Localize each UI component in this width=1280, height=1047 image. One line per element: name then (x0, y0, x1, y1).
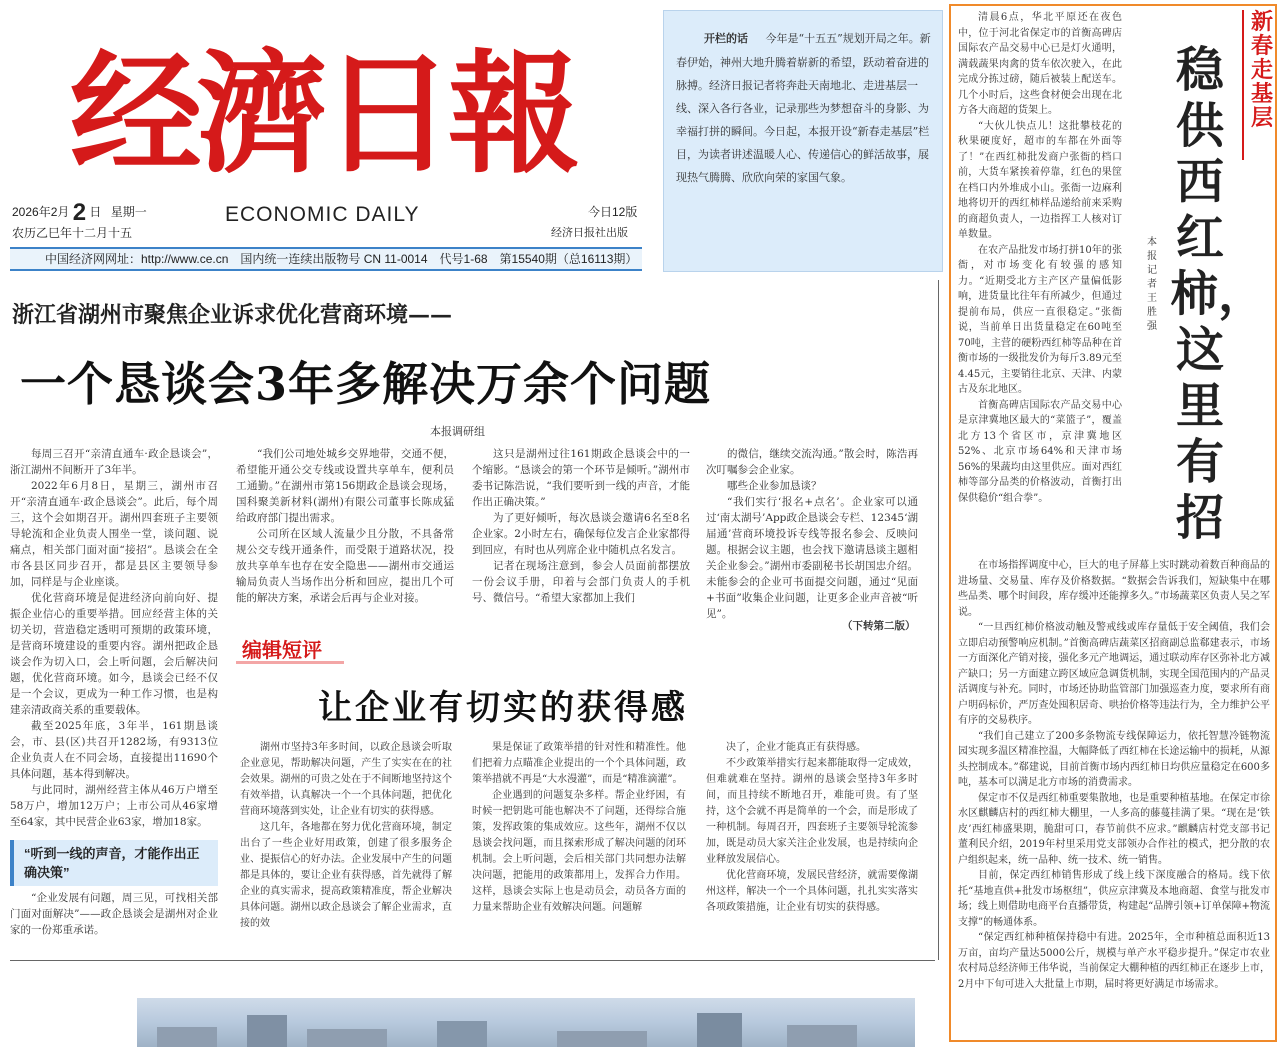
feature-headline: 稳供西红柿，这里有招 (1170, 42, 1267, 546)
lead-column-4: 的微信，继续交流沟通。”散会时，陈浩再次叮嘱参会企业家。 哪些企业参加恳谈？ “我们实行‘报名+点名’。企业家可以通过‘南太湖号’App政企恳谈会专栏、12345‘湖届通’营商环境投诉专线等报名参会、反映问题。根据会议主题，也会找下邀请恳谈主题相关企业参会。”湖州市委副秘书长胡国忠介绍。未能参会的企业可书面提交问题，通过“见面+书面”收集企业问题，让更多企业声音被“听见”。 (706, 448, 918, 620)
lead-column-1: 每周三召开“亲清直通车·政企恳谈会”，浙江湖州不间断开了3年半。 2022年6月8日，星期三，湖州市召开“亲清直通车·政企恳谈会”。此后，每个周三，这个会如期召开。湖州四套班子主要领导轮流和企业负责人围坐一堂，谈问题、说痛点，相关部门面对面“接招”。恳谈会在全市各县区同步召开，都是县区主要领导参加，同样是与企业座谈。 优化营商环境是促进经济向前向好、提振企业信心的重要举措。回应经营主体的关切关切，营造稳定透明可预期的政策环境，是营商环境建设的重要内容。湖州把政企恳谈会作为切入口，会上听问题，会后解决问题，优化营商环境。如今，恳谈会已经不仅是一个会议，更成为一种工作习惯，也是构建亲清政商关系的重要载体。 截至2025年底，3年半，161期恳谈会，市、县(区)共召开1282场，有9313位企业负责人在不同会场，直接提出11690个具体问题，基本得到解决。 与此同时，湖州经营主体从46万户增至58万户，增加12万户；上市公司从46家增至64家，其中民营企业63家，增加18家。 (10, 448, 218, 828)
intro-text: 今年是“十五五”规划开局之年。新春伊始，神州大地升腾着崭新的希望，跃动着奋进的脉搏。经济日报记者将奔赴天南地北、走进基层一线、深入各行各业，记录那些为梦想奋斗的身影、为幸福打拼的瞬间。今日起，本报开设“新春走基层”栏目，为读者讲述温暖人心、传递信心的鲜活故事，展现热气腾腾、欣欣向荣的家国气象。 (676, 32, 931, 184)
english-name: ECONOMIC DAILY (225, 203, 420, 226)
page-count: 今日12版 (588, 205, 638, 219)
feature-column-bottom: 在市场指挥调度中心，巨大的电子屏幕上实时跳动着数百种商品的进场量、交易量、库存及价格数据。“数据会告诉我们，短缺集中在哪些品类、哪个时间段，库存缓冲还能撑多久。”市场蔬菜区负责人吴之军说。 “一旦西红柿价格波动触及警戒线或库存量低于安全阈值，我们会立即启动预警响应机制。”首衡高碑店蔬菜区招商副总监郗建表示，市场一方面深化产销对接，强化多元产地调运，通过联动库存区弥补北方减产缺口；另一方面建立跨区域应急调货机制，实现全国范围内的产品灵活调度与补充。同时，市场还协助监管部门加强巡查力度，要求所有商户明码标价，严厉查处囤积居奇、哄抬价格等违法行为，全力维护公平有序的交易秩序。 “我们自己建立了200多条物流专线保障运力，依托智慧冷链物流园实现多温区精准控温，大幅降低了西红柿在长途运输中的损耗，从源头控制成本。”郗建说，目前首衡市场内西红柿日均供应量稳定在600多吨，基本可以满足北方市场的消费需求。 保定市不仅是西红柿重要集散地，也是重要种植基地。在保定市徐水区麒麟店村的西红柿大棚里，一人多高的藤蔓挂满了果。“现在是‘铁皮’西红柿盛果期，脆甜可口，春节前供不应求。”麒麟店村党支部书记董利民介绍，2019年村里采用党支部领办合作社的模式，把分散的农户组织起来，统一品种、统一技术、统一销售。 目前，保定西红柿销售形成了线上线下深度融合的格局。线下依托“基地直供+批发市场枢纽”，供应京津冀及本地商超、食堂与批发市场；线上则借助电商平台直播带货，构建起“品牌引领+订单保障+物流支撑”的畅通体系。 “保定西红柿种植保持稳中有进。2025年，全市种植总面积近13万亩，亩均产量达5000公斤，规模与单产水平稳步提升。”保定市农业农村局总经济师王伟华说，当前保定大棚种植的西红柿正在逐步上市，2月中下旬可进入大批量上市期，届时将更好满足市场需求。 (958, 560, 1270, 990)
masthead-logo: 经濟日報 (70, 37, 574, 192)
lead-column-3: 这只是湖州过往161期政企恳谈会中的一个缩影。“恳谈会的第一个环节是倾听。”湖州市委书记陈浩说，“我们要听到一线的声音，才能作出正确决策。” 为了更好倾听，每次恳谈会邀请6名至8名企业家。2小时左右，确保每位发言企业家都得到回应，有时也从列席企业中随机点名发言。 记者在现场注意到，参会人员面前都摆放一份会议手册，印着与会部门负责人的手机号、微信号。“希望大家都加上我们 (472, 448, 690, 604)
editorial-column-3: 决了，企业才能真正有获得感。 不少政策举措实行起来都能取得一定成效，但难就难在坚持。湖州的恳谈会坚持3年多时间，而且持续不断地召开，难能可贵。有了坚持，这个会就不再是简单的一个会，而是形成了一种机制。每周召开，四套班子主要领导轮流参加，既是动员大家关注企业发展，也是持续向企业释放发展信心。 优化营商环境，发展民营经济，就需要像湖州这样，解决一个一个具体问题，扎扎实实落实各项政策措施，让企业有切实的获得感。 (706, 742, 918, 913)
editorial-column-1: 湖州市坚持3年多时间，以政企恳谈会听取企业意见，帮助解决问题，产生了实实在在的社会效果。湖州的可贵之处在于不间断地坚持这个有效举措，认真解决一个一个具体问题，把优化营商环境落到实处，让企业有切实的获得感。 这几年，各地都在努力优化营商环境，制定出台了一些企业好用政策，创建了很多服务企业、提振信心的好办法。企业发展中产生的问题都是具体的，要让企业有获得感，首先就得了解企业的真实需求，提高政策精准度，帮企业解决具体问题。湖州以政企恳谈会了解企业需求，直接的效 (240, 742, 452, 929)
lead-column-1-cont: “企业发展有问题，周三见，可找相关部门面对面解决”——政企恳谈会是湖州对企业家的一份郑重承诺。 (10, 892, 218, 936)
lunar-date: 农历乙巳年十二月十五 (12, 226, 133, 240)
continued-note: （下转第二版） (842, 620, 916, 632)
city-skyline-photo (137, 998, 915, 1047)
edition-bar: 中国经济网网址：http://www.ce.cn 国内统一连续出版物号 CN 11-0014 代号1-68 第15540期（总16113期） (10, 247, 642, 271)
feature-column-top: 清晨6点，华北平原还在夜色中，位于河北省保定市的首衡高碑店国际农产品交易中心已是灯火通明，满载蔬果肉禽的货车依次驶入，在此完成分拣过磅，随后被装上配送车。几个小时后，这些食材便会出现在北方各大商超的货架上。 “大伙儿快点儿！这批攀枝花的秋果硬度好，超市的车都在外面等了！”在西红柿批发商户张衙的档口前，大货车紧挨着停靠，红色的果筐在档口内外堆成小山。张衙一边麻利地将切开的西红柿样品递给前来采购的商超负责人，一边指挥工人核对订单数量。 在农产品批发市场打拼10年的张衙，对市场变化有较强的感知力。“近期受北方主产区产量偏低影响，进货量比往年有所减少，但通过提前布局，供应一直很稳定。”张衙说，当前单日出货量稳定在60吨至70吨，主营的硬粉西红柿等品种在首衡市场的一级批发价为每斤3.89元至4.45元，主要销往北京、天津、内蒙古及东北地区。 首衡高碑店国际农产品交易中心是京津冀地区最大的“菜篮子”，覆盖北方13个省区市，京津冀地区52%、北京市场64%和天津市场56%的果蔬均由这里供应。面对西红柿等部分品类的价格波动，首衡打出保供稳价“组合拳”。 (958, 12, 1122, 504)
editorial-column-2: 果是保证了政策举措的针对性和精准性。他们把着力点瞄准企业提出的一个个具体问题，政策举措就不再是“大水漫灌”，而是“精准滴灌”。 企业遇到的问题复杂多样。帮企业纾困，有时候一把钥匙可能也解决不了问题，还得综合施策，发挥政策的集成效应。这些年，湖州不仅以恳谈会找问题，而且探索形成了解决问题的闭环机制。会上听问题，会后相关部门共同想办法解决问题，把能用的政策都用上，发挥合力作用。这样，恳谈会实际上也是动员会，动员各方面的力量来帮助企业有效解决问题。问题解 (472, 742, 686, 913)
section-divider (10, 960, 935, 961)
feature-byline: 本报记者 王胜强 (1147, 237, 1167, 332)
column-intro-box (663, 10, 943, 272)
lead-column-2: “我们公司地处城乡交界地带，交通不便，希望能开通公交专线或设置共享单车，便利员工通勤。”在湖州市第156期政企恳谈会现场，国科聚美新材料(湖州)有限公司董事长陈成猛给政府部门提出需求。 公司所在区域人流量少且分散，不具备常规公交专线开通条件，而受限于道路状况，投放共享单车也存在安全隐患——湖州市交通运输局负责人当场作出分析和回应，提出几个可能的解决方案，承诺会后再与企业对接。 (236, 448, 454, 604)
publisher: 经济日报社出版 (551, 227, 628, 239)
lead-subhead: “听到一线的声音，才能作出正确决策” (10, 840, 218, 886)
editorial-tag: 编辑短评 (236, 636, 344, 664)
column-divider (938, 280, 939, 960)
feature-badge: 新春走基层 (1242, 10, 1278, 160)
issue-date: 2026年2月 2 日 星期一 (12, 199, 147, 226)
lead-byline: 本报调研组 (430, 425, 485, 438)
intro-label: 开栏的话 (704, 33, 748, 45)
lead-kicker: 浙江省湖州市聚焦企业诉求优化营商环境—— (12, 302, 453, 328)
issue-day: 2 (72, 199, 87, 226)
editorial-headline: 让企业有切实的获得感 (318, 688, 688, 728)
lead-headline: 一个恳谈会3年多解决万余个问题 (20, 357, 712, 411)
